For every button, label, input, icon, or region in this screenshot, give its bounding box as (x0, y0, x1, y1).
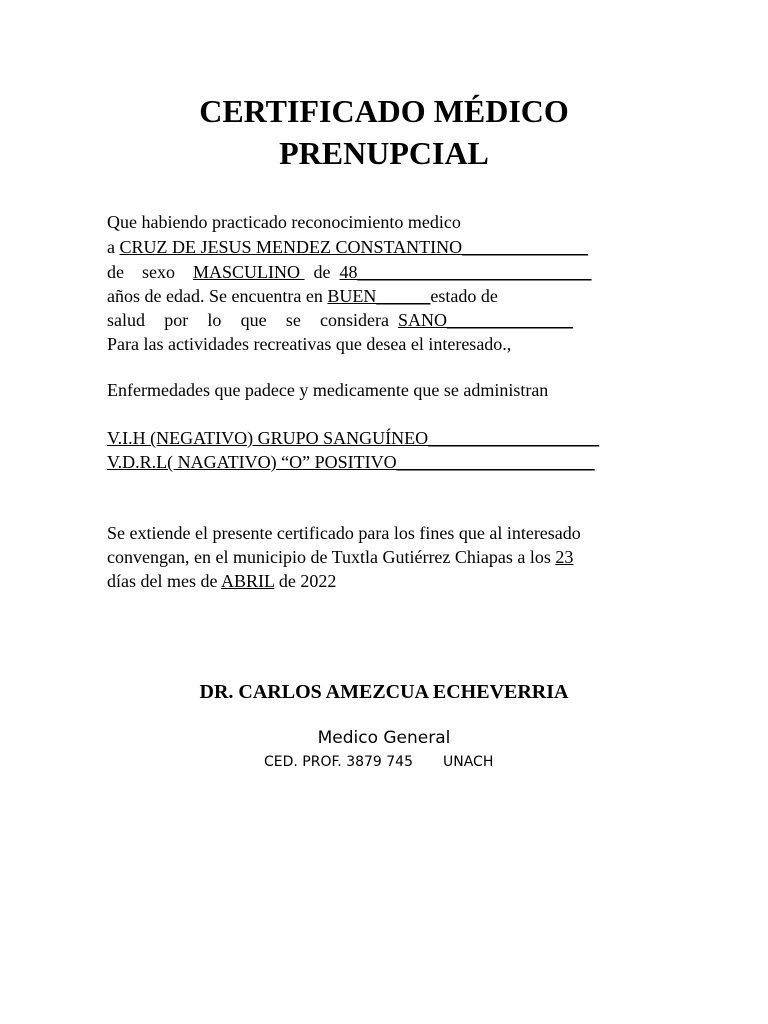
title-line-2: PRENUPCIAL (279, 135, 489, 171)
credentials-line (264, 753, 493, 771)
health-line (107, 309, 573, 331)
sex-word-de: de (107, 262, 124, 282)
patient-line (107, 236, 588, 258)
vih-blank: ___________________ (428, 428, 600, 448)
health-word-6: considera (320, 310, 389, 330)
patient-name: CRUZ DE JESUS MENDEZ CONSTANTINO (119, 237, 463, 257)
health-word-4: que (240, 310, 267, 330)
month-value: ABRIL (220, 571, 275, 591)
doctor-role: Medico General (317, 728, 451, 748)
vdrl-blank: ______________________ (396, 452, 595, 472)
state-prefix: años de edad. Se encuentra en (107, 286, 328, 306)
age-value: 48 (339, 262, 358, 282)
state-suffix: estado de (430, 286, 498, 306)
health-blank: ______________ (447, 310, 574, 330)
sex-age-line (107, 261, 592, 283)
day-value: 23 (555, 547, 574, 567)
vih-line (107, 427, 599, 449)
health-word-2: por (164, 310, 189, 330)
health-word-1: salud (107, 310, 145, 330)
extend-line-2-text: convengan, en el municipio de Tuxtla Gutiérrez Chiapas a los (107, 547, 556, 567)
extend-line-3 (107, 570, 336, 592)
diseases-line: Enfermedades que padece y medicamente que se administran (107, 380, 549, 400)
extend-line-2 (107, 546, 573, 568)
activities-line: Para las actividades recreativas que desea el interesado., (107, 334, 512, 354)
extend-line-1: Se extiende el presente certificado para los fines que al interesado (107, 523, 581, 543)
state-line (107, 285, 498, 307)
health-word-3: lo (207, 310, 222, 330)
a-prefix: a (107, 237, 120, 257)
extend-line-3-text: días del mes de (107, 571, 221, 591)
age-de-word: de (313, 262, 331, 282)
vdrl-result: V.D.R.L( NAGATIVO) “O” POSITIVO (107, 452, 397, 472)
health-word-5: se (285, 310, 301, 330)
sex-value-trail (300, 262, 305, 282)
state-value: BUEN (327, 286, 377, 306)
age-blank: __________________________ (357, 262, 592, 282)
institution: UNACH (443, 754, 494, 770)
vdrl-line (107, 451, 595, 473)
sex-value: MASCULINO (193, 262, 301, 282)
intro-line: Que habiendo practicado reconocimiento medico (107, 212, 461, 232)
state-blank: ______ (376, 286, 431, 306)
document-title (0, 90, 768, 174)
doctor-name: DR. CARLOS AMEZCUA ECHEVERRIA (199, 681, 569, 703)
vih-result: V.I.H (NEGATIVO) GRUPO SANGUÍNEO (107, 428, 429, 448)
sex-word-sexo: sexo (142, 262, 175, 282)
patient-name-blank: ______________ (462, 237, 589, 257)
title-line-1: CERTIFICADO MÉDICO (199, 93, 569, 129)
year-suffix: de 2022 (274, 571, 337, 591)
professional-id: CED. PROF. 3879 745 (264, 754, 413, 770)
health-value: SANO (398, 310, 448, 330)
